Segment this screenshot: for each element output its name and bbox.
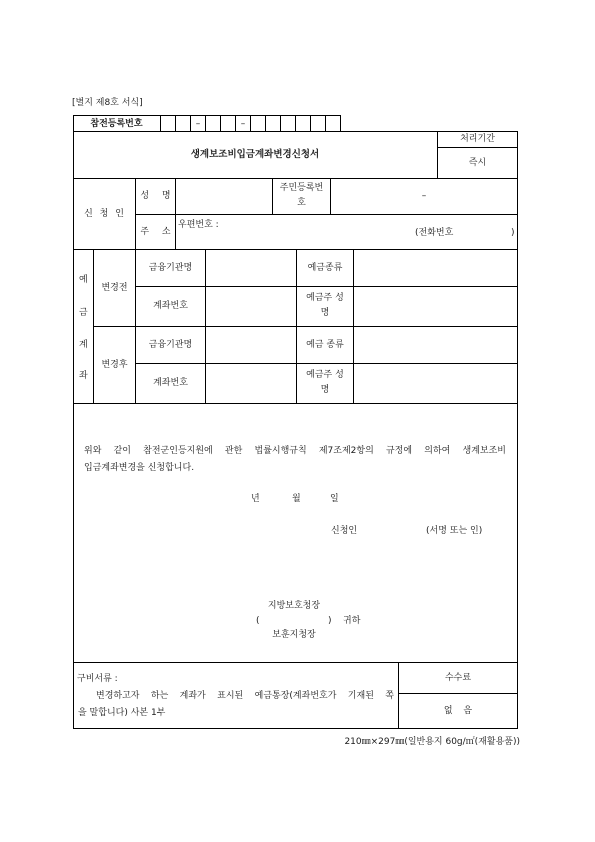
before-account-number-field [206, 287, 296, 326]
table-rule [250, 115, 251, 131]
resident-number-separator: – [421, 191, 427, 201]
after-account-type-field [354, 327, 517, 363]
before-change-label: 변경전 [101, 282, 128, 293]
processing-period-value: 즉시 [468, 158, 487, 168]
resident-number-label: 주민등록번호 [279, 183, 324, 208]
table-rule [175, 115, 176, 131]
table-rule [73, 728, 518, 729]
table-rule [265, 115, 266, 131]
table-rule [295, 115, 296, 131]
applicant-signature-label: 신청인 [331, 526, 358, 536]
form-title: 생계보조비입금계좌변경신청서 [190, 148, 320, 160]
attachments-line-2: 을 말합니다) 사본 1부 [78, 708, 166, 718]
before-holder-label: 예금주 성명 [306, 293, 344, 318]
table-rule [160, 115, 161, 131]
account-label-char: 좌 [79, 371, 88, 381]
before-bank-name-field [206, 250, 296, 286]
address-label: 주 소 [140, 226, 171, 237]
before-holder-label-cell [297, 286, 353, 326]
table-rule [135, 214, 518, 215]
statement-line-1: 위와 같이 참전군인등지원에 관한 법률시행규칙 제7조제2항의 규정에 의하여 생계보조비 [84, 446, 506, 456]
after-account-type-label: 예금 종류 [306, 339, 344, 350]
resident-number-label-cell [273, 178, 330, 214]
fee-label: 수수료 [444, 672, 472, 683]
recipient-line-1: 지방보호청장 [267, 601, 321, 611]
before-bank-name-label: 금융기관명 [148, 262, 193, 273]
name-label: 성 명 [140, 191, 171, 201]
signature-or-seal-label: (서명 또는 인) [426, 526, 483, 536]
table-rule [340, 115, 341, 131]
applicant-section-label: 신 청 인 [84, 208, 124, 219]
table-rule [73, 403, 518, 404]
recipient-honorific: 귀하 [343, 616, 361, 626]
form-number: [별지 제8호 서식] [72, 98, 143, 108]
registration-number-label: 참전등록번호 [90, 118, 143, 129]
after-bank-name-label: 금융기관명 [148, 339, 193, 350]
table-rule [310, 115, 311, 131]
recipient-close-paren: ) [328, 616, 332, 626]
statement-line-2: 입금계좌변경을 신청합니다. [84, 463, 195, 473]
phone-label: (전화번호 [415, 228, 454, 238]
registration-separator: – [195, 118, 201, 129]
before-holder-field [354, 287, 517, 326]
after-change-label: 변경후 [101, 359, 128, 370]
attachments-line-1: 변경하고자 하는 계좌가 표시된 예금통장(계좌번호가 기재된 쪽 [96, 691, 394, 701]
table-rule [517, 131, 518, 729]
table-rule [205, 115, 206, 131]
date-year-label: 년 [251, 494, 260, 504]
paper-spec-footer: 210㎜×297㎜(일반용지 60g/㎡(재활용품)) [344, 737, 520, 747]
attachments-label: 구비서류 : [77, 674, 118, 684]
date-day-label: 일 [330, 494, 339, 504]
recipient-open-paren: ( [256, 616, 260, 626]
table-rule [280, 115, 281, 131]
registration-separator: – [240, 118, 246, 129]
account-label-char: 계 [79, 340, 88, 350]
after-account-number-label: 계좌번호 [153, 378, 188, 388]
before-account-type-label: 예금종류 [307, 262, 343, 273]
after-account-number-field [206, 364, 296, 403]
table-rule [325, 115, 326, 131]
processing-period-label: 처리기간 [460, 134, 495, 144]
date-month-label: 월 [292, 494, 301, 504]
recipient-line-3: 보훈지청장 [272, 630, 316, 640]
table-rule [220, 115, 221, 131]
account-label-char: 예 [79, 275, 88, 285]
after-holder-field [354, 364, 517, 403]
name-field [176, 179, 272, 214]
after-bank-name-field [206, 327, 296, 363]
phone-close-paren: ) [511, 228, 515, 238]
before-account-number-label: 계좌번호 [153, 301, 188, 311]
after-holder-label-cell [297, 363, 353, 403]
account-label-char: 금 [79, 308, 88, 318]
after-holder-label: 예금주 성명 [306, 370, 344, 395]
before-account-type-field [354, 250, 517, 286]
postal-code-label: 우편번호 : [178, 220, 219, 230]
fee-value: 없 음 [443, 706, 473, 716]
